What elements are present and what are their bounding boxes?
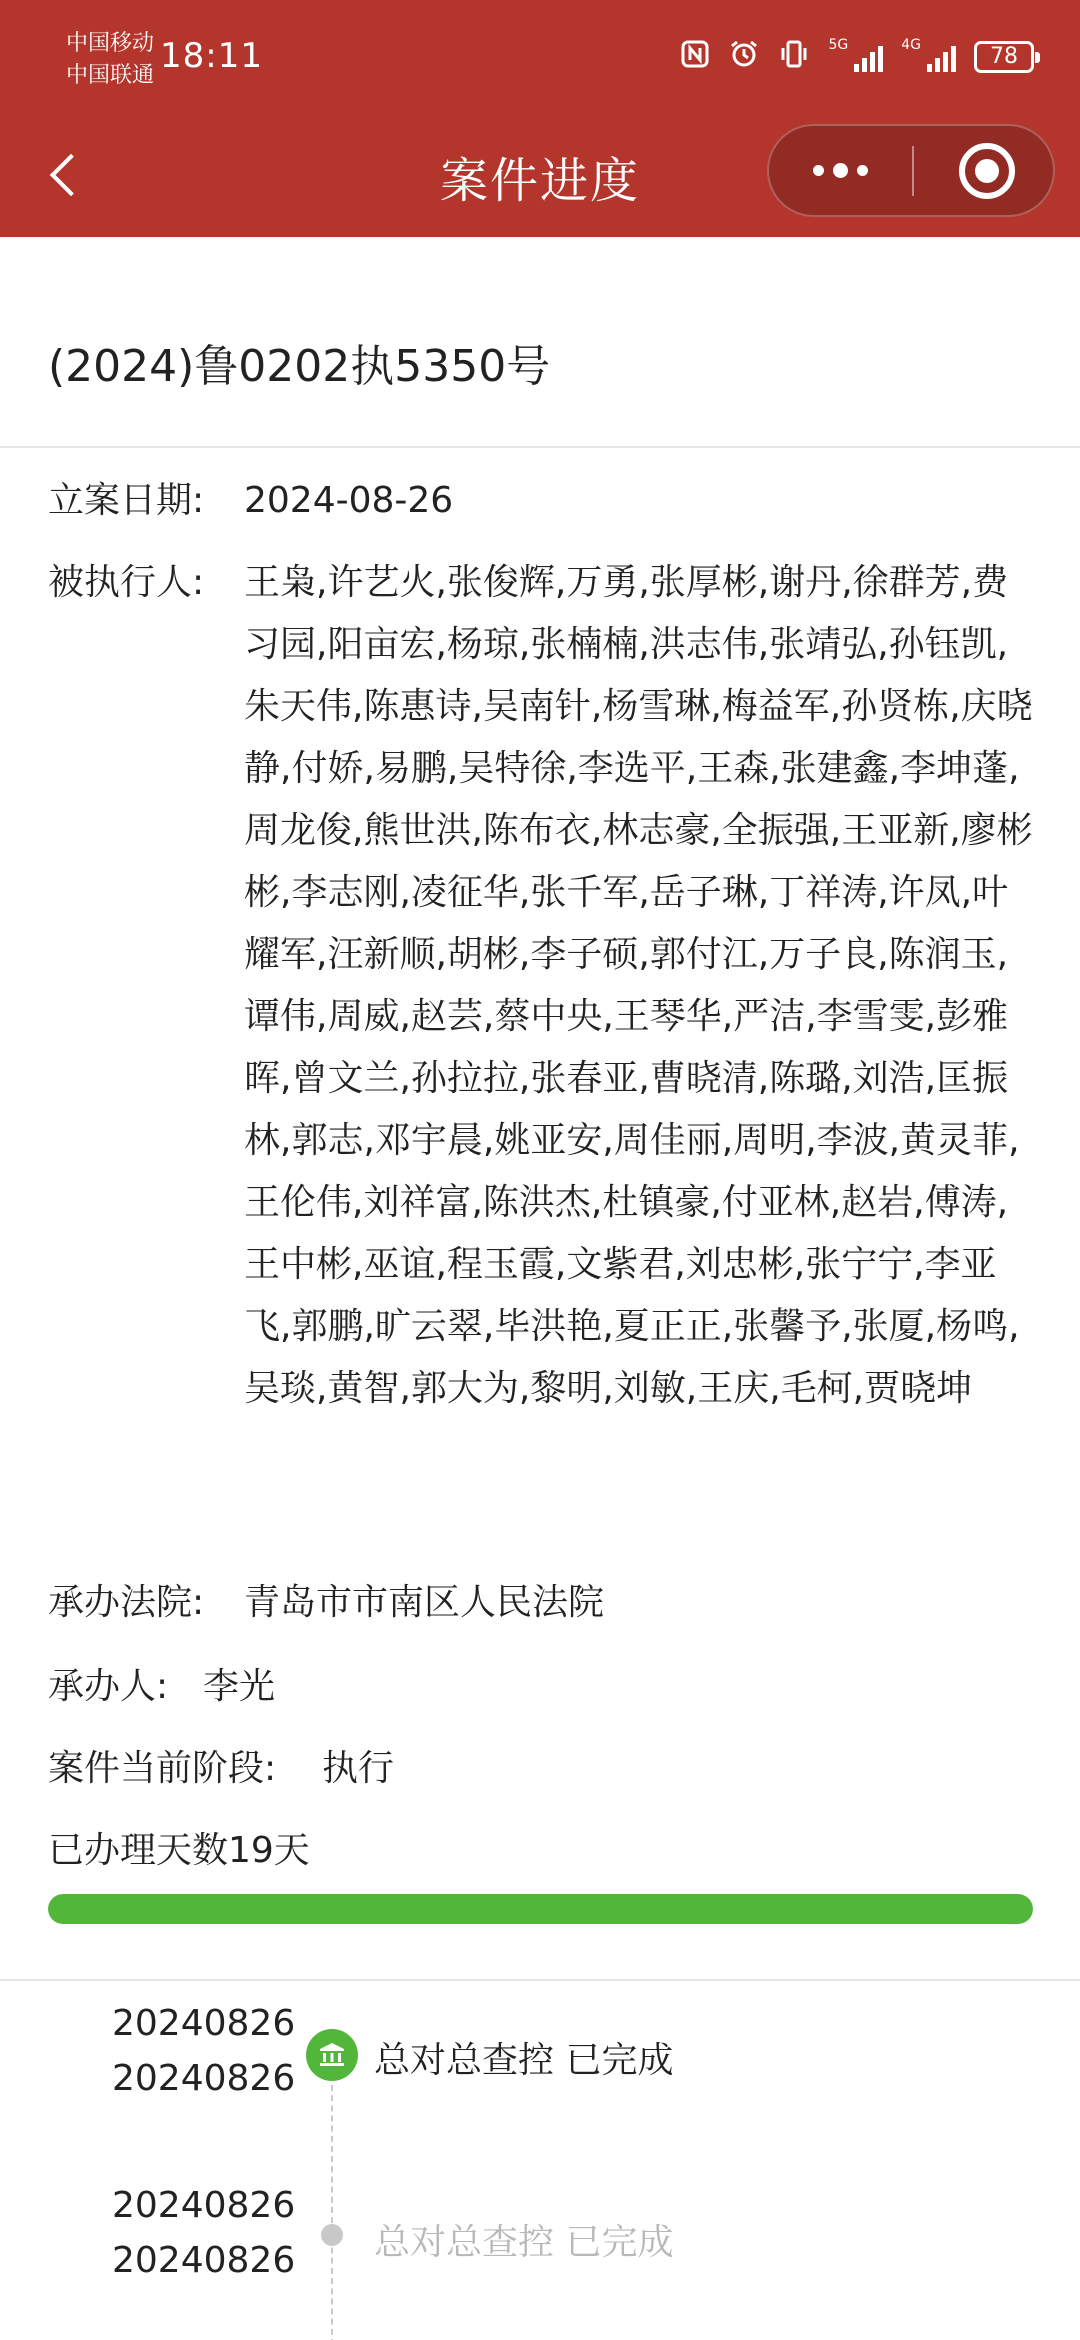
timeline-date-end: 20240826 — [112, 2240, 296, 2281]
timeline-text: 总对总查控 已完成 — [374, 2222, 674, 2263]
stage-label: 案件当前阶段: — [48, 1748, 277, 1789]
battery-icon: 78 — [974, 41, 1034, 73]
more-button[interactable] — [769, 126, 912, 215]
stage-value: 执行 — [322, 1748, 395, 1789]
close-miniapp-button[interactable] — [959, 143, 1015, 199]
timeline-text: 总对总查控 已完成 — [374, 2040, 674, 2081]
status-time: 18:11 — [160, 36, 263, 76]
timeline-date-start: 20240826 — [112, 2003, 296, 2044]
case-number: (2024)鲁0202执5350号 — [48, 341, 551, 392]
stage-row — [48, 1738, 1038, 1800]
timeline-date-end: 20240826 — [112, 2058, 296, 2099]
miniapp-capsule — [767, 124, 1055, 217]
network-type-2: 4G — [901, 37, 921, 53]
dot-icon — [321, 2224, 343, 2246]
filing-date-row — [48, 470, 1038, 532]
system-icons — [680, 38, 1034, 76]
respondents-label: 被执行人: — [48, 562, 205, 603]
nfc-icon — [680, 39, 710, 75]
page-title: 案件进度 — [439, 153, 640, 209]
progress-bar — [48, 1894, 1033, 1924]
court-label: 承办法院: — [48, 1582, 205, 1623]
signal-icon-1 — [854, 42, 883, 72]
signal-icon-2 — [927, 42, 956, 72]
respondents-row — [48, 552, 1038, 1420]
court-value: 青岛市市南区人民法院 — [244, 1582, 605, 1623]
handler-value: 李光 — [203, 1666, 276, 1707]
timeline-date-start: 20240826 — [112, 2185, 296, 2226]
bank-icon — [306, 2029, 358, 2081]
handler-label: 承办人: — [48, 1666, 169, 1707]
filing-date-value: 2024-08-26 — [244, 480, 454, 521]
divider — [0, 1979, 1080, 1981]
capsule-divider — [912, 146, 914, 196]
top-bar — [0, 0, 1080, 237]
alarm-icon — [728, 38, 760, 76]
respondents-value: 王枭,许艺火,张俊辉,万勇,张厚彬,谢丹,徐群芳,费习园,阳亩宏,杨琼,张楠楠,洪志伟,张靖弘,孙钰凯,朱天伟,陈惠诗,吴南针,杨雪琳,梅益军,孙贤栋,庆晓静,付娇,易鹏,吴特徐,李选平,王森,张建鑫,李坤蓬,周龙俊,熊世洪,陈布衣,林志豪,全振强,王亚新,廖彬彬,李志刚,凌征华,张千军,岳子琳,丁祥涛,许凤,叶耀军,汪新顺,胡彬,李子硕,郭付江,万子良,陈润玉,谭伟,周威,赵芸,蔡中央,王琴华,严洁,李雪雯,彭雅晖,曾文兰,孙拉拉,张春亚,曹晓清,陈璐,刘浩,匡振林,郭志,邓宇晨,姚亚安,周佳丽,周明,李波,黄灵菲,王伦伟,刘祥富,陈洪杰,杜镇豪,付亚林,赵岩,傅涛,王中彬,巫谊,程玉霞,文紫君,刘忠彬,张宁宁,李亚飞,郭鹏,旷云翠,毕洪艳,夏正正,张馨予,张厦,杨鸣,吴琰,黄智,郭大为,黎明,刘敏,王庆,毛柯,贾晓坤 — [244, 562, 1033, 1409]
carrier-info — [66, 28, 154, 92]
days-handled: 已办理天数19天 — [48, 1830, 310, 1871]
status-bar — [0, 0, 1080, 120]
progress-bar-fill — [48, 1894, 1033, 1924]
network-type-1: 5G — [828, 37, 849, 53]
carrier-2: 中国联通 — [66, 63, 155, 88]
timeline-line — [331, 2085, 333, 2340]
divider — [0, 446, 1080, 448]
filing-date-label: 立案日期: — [48, 480, 205, 521]
timeline-dates — [112, 1996, 295, 2106]
timeline-dates — [112, 2178, 295, 2288]
handler-row — [48, 1656, 1038, 1718]
carrier-1: 中国移动 — [66, 31, 155, 56]
nav-bar — [0, 120, 1080, 237]
court-row — [48, 1572, 1038, 1634]
vibrate-icon — [778, 38, 810, 76]
